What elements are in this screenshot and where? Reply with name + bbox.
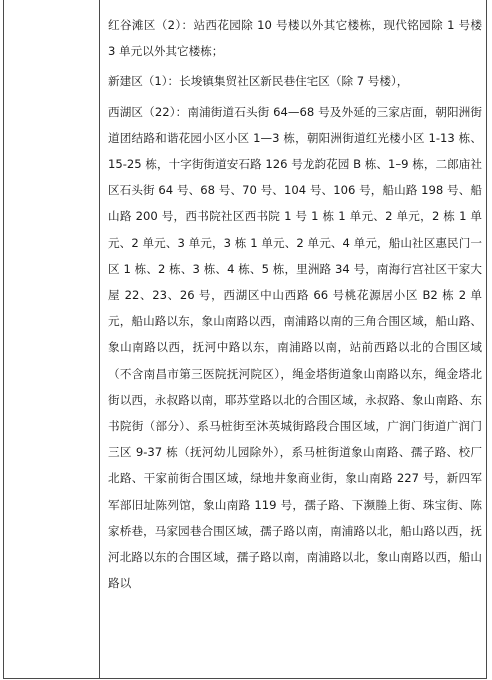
table-frame	[3, 0, 487, 679]
paragraph-xinjian: 新建区（1）：长埈镇集贸社区新民巷住宅区（除 7 号楼），	[108, 74, 409, 89]
paragraph-xihu: 西湖区（22）：南浦街道石头街 64—68 号及外延的三家店面，朝阳洲街道团结路和谐花园小区小区 1—3 栋，朝阳洲街道红光楼小区 1-13 栋、15-25 栋，十字街街道安石路 126 号龙韵花园 B 栋、1–9 栋，二郎庙社区石头街 64 号、68 号、70 号、104 号、106 号，船山路 198 号、船山路 200 号，西书院社区西书院 1 号 1 栋 1 单元、2 单元，2 栋 1 单元、2 单元、3 单元，3 栋 1 单元、2 单元、4 单元，船山社区惠民门一区 1 栋、2 栋、3 栋、4 栋、5 栋，里洲路 34 号，南海行宫社区干家大屋 22、23、26 号，西湖区中山西路 66 号桃花源居小区 B2 栋 2 单元，船山路以东，象山南路以西，南浦路以南的三角合围区域，船山路、象山南路以西，抚河中路以东，南浦路以南，站前西路以北的合围区域（不含南昌市第三医院抚河院区），绳金塔街道象山南路以东，绳金塔北街以西，永叔路以南，耶苏堂路以北的合围区域，永叔路、象山南路、东书院街（部分）、系马桩街至沐英城街路段合围区域，广润门街道广润门三区 9-37 栋（抚河幼儿园除外），系马桩街道象山南路、孺子路、校厂北路、干家前街合围区域，绿地井象商业街，象山南路 227 号，新四军军部旧址陈列馆，象山南路 119 号，孺子路、下濒塍上街、珠宝街、陈家桥巷，马家园巷合围区域，孺子路以南，南浦路以北，船山路以西，抚河北路以东的合围区域，孺子路以南，南浦路以北，象山南路以西，船山路以	[108, 104, 482, 591]
table-left-column-cell	[4, 0, 100, 678]
table-content-cell	[108, 12, 482, 600]
paragraph-honggutan: 红谷滩区（2）：站西花园除 10 号楼以外其它楼栋，现代铭园除 1 号楼 3 单元以外其它楼栋；	[108, 18, 482, 59]
